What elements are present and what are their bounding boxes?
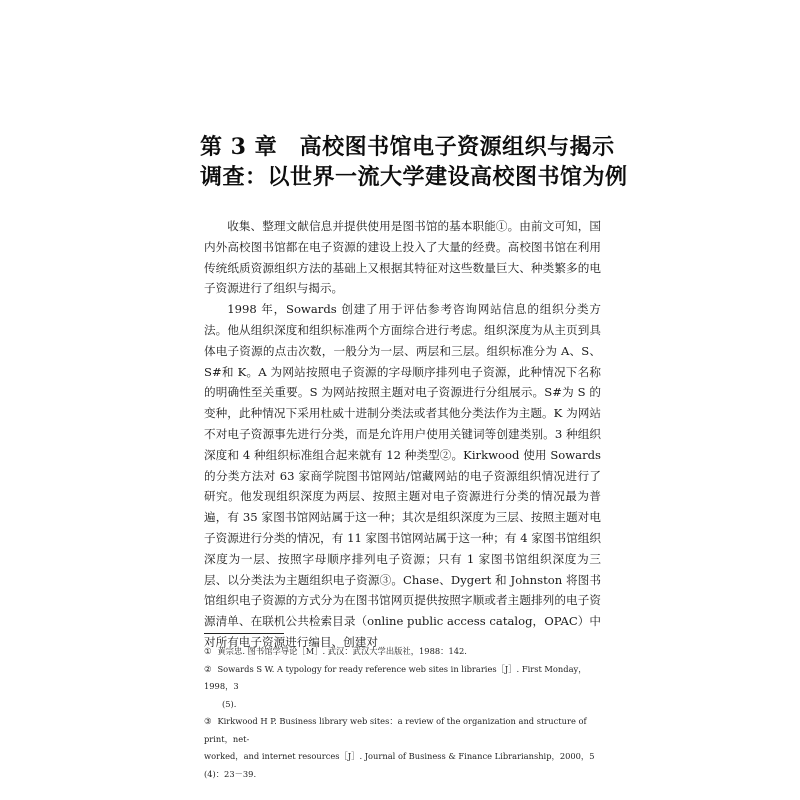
footnote-text: 黄宗忠. 图书馆学导论［M］. 武汉：武汉大学出版社，1988：142. bbox=[217, 646, 467, 656]
footnote-separator bbox=[204, 633, 284, 634]
footnote-marker: ③ bbox=[204, 716, 212, 726]
footnote-text: Sowards S W. A typology for ready reference web sites in libraries［J］. First Monday，1998，3 bbox=[204, 663, 587, 691]
body-text bbox=[204, 216, 601, 653]
footnote-3-continued bbox=[204, 748, 601, 783]
footnote-text-continued: (5). bbox=[222, 698, 237, 709]
footnote-3 bbox=[204, 713, 601, 748]
footnote-marker: ② bbox=[204, 663, 212, 674]
footnote-text: Kirkwood H P. Business library web sites：a review of the organization and structure of print，net- bbox=[204, 716, 587, 744]
paragraph-1: 收集、整理文献信息并提供使用是图书馆的基本职能①。由前文可知，国内外高校图书馆都在电子资源的建设上投入了大量的经费。高校图书馆在利用传统纸质资源组织方法的基础上又根据其特征对这些数量巨大、种类繁多的电子资源进行了组织与揭示。 bbox=[204, 219, 601, 296]
footnote-1 bbox=[204, 643, 601, 661]
footnote-text-continued: worked，and internet resources［J］. Journal of Business & Finance Librarianship，2000，5 (4)：23－39. bbox=[204, 751, 595, 779]
chapter-title-line-1: 第 3 章 高校图书馆电子资源组织与揭示 bbox=[200, 134, 615, 160]
paragraph-2: 1998 年，Sowards 创建了用于评估参考咨询网站信息的组织分类方法。他从组织深度和组织标准两个方面综合进行考虑。组织深度为从主页到具体电子资源的点击次数，一般分为一层、两层和三层。组织标准分为 A、S、S#和 K。A 为网站按照电子资源的字母顺序排列电子资源，此种情况下名称的明确性至关重要。S 为网站按照主题对电子资源进行分组展示。S#为 S 的变种，此种情况下采用杜威十进制分类法或者其他分类法作为主题。K 为网站不对电子资源事先进行分类，而是允许用户使用关键词等创建类别。3 种组织深度和 4 种组织标准组合起来就有 12 种类型②。Kirkwood 使用 Sowards 的分类方法对 63 家商学院图书馆网站/馆藏网站的电子资源组织情况进行了研究。他发现组织深度为两层、按照主题对电子资源进行分类的情况最为普遍，有 35 家图书馆网站属于这一种；其次是组织深度为三层、按照主题对电子资源进行分类的情况，有 11 家图书馆网站属于这一种；有 4 家图书馆组织深度为一层、按照字母顺序排列电子资源；只有 1 家图书馆组织深度为三层、以分类法为主题组织电子资源③。Chase、Dygert 和 Johnston 将图书馆组织电子资源的方式分为在图书馆网页提供按照字顺或者主题排列的电子资源清单、在联机公共检索目录（online public access catalog，OPAC）中对所有电子资源进行编目、创建对 bbox=[204, 302, 601, 649]
footnote-2-continued bbox=[204, 696, 601, 714]
footnote-2 bbox=[204, 661, 601, 696]
chapter-title-line-2: 调查：以世界一流大学建设高校图书馆为例 bbox=[200, 164, 628, 190]
footnote-marker: ① bbox=[204, 646, 212, 656]
chapter-title bbox=[200, 132, 628, 192]
footnotes bbox=[204, 643, 601, 783]
